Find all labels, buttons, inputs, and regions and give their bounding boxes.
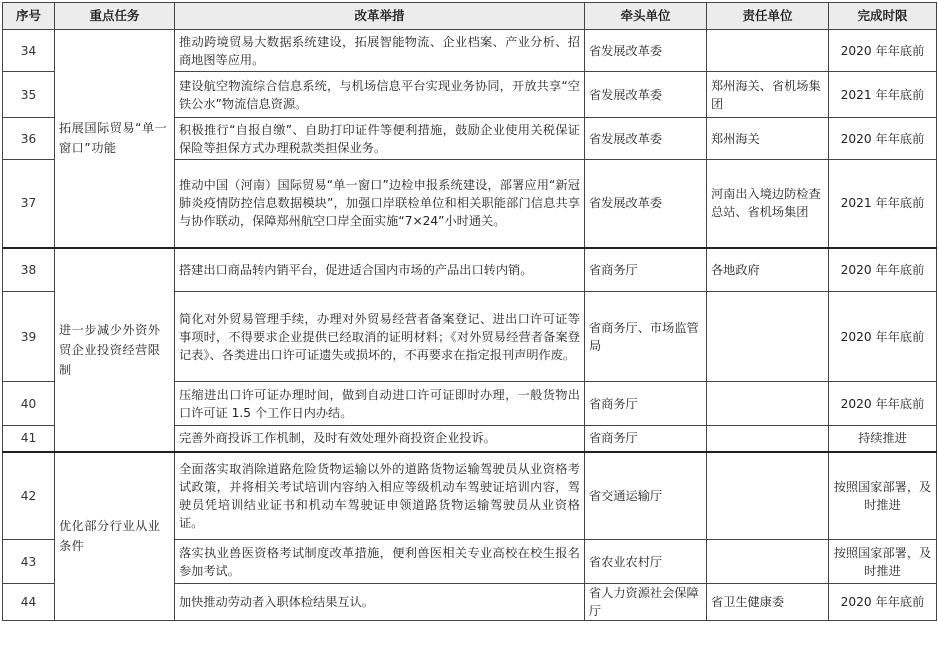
responsible-unit-cell xyxy=(707,540,829,584)
responsible-unit-cell: 各地政府 xyxy=(707,248,829,292)
measure-cell: 完善外商投诉工作机制，及时有效处理外商投资企业投诉。 xyxy=(175,426,585,452)
row-seq: 38 xyxy=(3,248,55,292)
deadline-cell: 2020 年年底前 xyxy=(829,118,937,160)
deadline-cell: 按照国家部署，及时推进 xyxy=(829,540,937,584)
responsible-unit-cell: 郑州海关、省机场集团 xyxy=(707,72,829,118)
lead-unit-cell: 省发展改革委 xyxy=(585,72,707,118)
responsible-unit-cell: 郑州海关 xyxy=(707,118,829,160)
lead-unit-cell: 省商务厅 xyxy=(585,248,707,292)
lead-unit-cell: 省发展改革委 xyxy=(585,160,707,248)
header-measure: 改革举措 xyxy=(175,3,585,30)
lead-unit-cell: 省商务厅、市场监管局 xyxy=(585,292,707,382)
lead-unit-cell: 省发展改革委 xyxy=(585,118,707,160)
row-seq: 41 xyxy=(3,426,55,452)
task-cell: 拓展国际贸易“单一窗口”功能 xyxy=(55,30,175,248)
responsible-unit-cell xyxy=(707,382,829,426)
deadline-cell: 2020 年年底前 xyxy=(829,248,937,292)
deadline-cell: 2020 年年底前 xyxy=(829,584,937,621)
measure-cell: 简化对外贸易管理手续，办理对外贸易经营者备案登记、进出口许可证等事项时，不得要求企业提供已经取消的证明材料；《对外贸易经营者备案登记表》、各类进出口许可证遗失或损坏的，不再要求在指定报刊声明作废。 xyxy=(175,292,585,382)
deadline-cell: 按照国家部署，及时推进 xyxy=(829,452,937,540)
lead-unit-cell: 省人力资源社会保障厅 xyxy=(585,584,707,621)
header-task: 重点任务 xyxy=(55,3,175,30)
responsible-unit-cell xyxy=(707,292,829,382)
row-seq: 39 xyxy=(3,292,55,382)
row-seq: 40 xyxy=(3,382,55,426)
header-seq: 序号 xyxy=(3,3,55,30)
measure-cell: 推动中国（河南）国际贸易“单一窗口”边检申报系统建设，部署应用“新冠肺炎疫情防控信息数据模块”，加强口岸联检单位和相关职能部门信息共享与协作联动，保障郑州航空口岸全面实施“7×24”小时通关。 xyxy=(175,160,585,248)
table-header-row xyxy=(3,3,937,30)
measure-cell: 落实执业兽医资格考试制度改革措施，便利兽医相关专业高校在校生报名参加考试。 xyxy=(175,540,585,584)
header-responsible-unit: 责任单位 xyxy=(707,3,829,30)
responsible-unit-cell: 河南出入境边防检查总站、省机场集团 xyxy=(707,160,829,248)
deadline-cell: 持续推进 xyxy=(829,426,937,452)
deadline-cell: 2020 年年底前 xyxy=(829,292,937,382)
measure-cell: 加快推动劳动者入职体检结果互认。 xyxy=(175,584,585,621)
responsible-unit-cell xyxy=(707,30,829,72)
table-row xyxy=(3,248,937,292)
row-seq: 34 xyxy=(3,30,55,72)
measure-cell: 建设航空物流综合信息系统，与机场信息平台实现业务协同，开放共享“空铁公水”物流信息资源。 xyxy=(175,72,585,118)
reform-measures-table xyxy=(2,2,937,621)
task-cell: 进一步减少外资外贸企业投资经营限制 xyxy=(55,248,175,452)
row-seq: 37 xyxy=(3,160,55,248)
lead-unit-cell: 省农业农村厅 xyxy=(585,540,707,584)
row-seq: 43 xyxy=(3,540,55,584)
measure-cell: 全面落实取消除道路危险货物运输以外的道路货物运输驾驶员从业资格考试政策，并将相关考试培训内容纳入相应等级机动车驾驶证培训内容，驾驶员凭培训结业证书和机动车驾驶证申领道路货物运输驾驶员从业资格证。 xyxy=(175,452,585,540)
table-row xyxy=(3,452,937,540)
responsible-unit-cell: 省卫生健康委 xyxy=(707,584,829,621)
responsible-unit-cell xyxy=(707,426,829,452)
measure-cell: 推动跨境贸易大数据系统建设，拓展智能物流、企业档案、产业分析、招商地图等应用。 xyxy=(175,30,585,72)
deadline-cell: 2021 年年底前 xyxy=(829,160,937,248)
header-lead-unit: 牵头单位 xyxy=(585,3,707,30)
row-seq: 42 xyxy=(3,452,55,540)
measure-cell: 搭建出口商品转内销平台，促进适合国内市场的产品出口转内销。 xyxy=(175,248,585,292)
deadline-cell: 2021 年年底前 xyxy=(829,72,937,118)
row-seq: 36 xyxy=(3,118,55,160)
measure-cell: 压缩进出口许可证办理时间，做到自动进口许可证即时办理，一般货物出口许可证 1.5 个工作日内办结。 xyxy=(175,382,585,426)
row-seq: 35 xyxy=(3,72,55,118)
lead-unit-cell: 省商务厅 xyxy=(585,382,707,426)
responsible-unit-cell xyxy=(707,452,829,540)
lead-unit-cell: 省交通运输厅 xyxy=(585,452,707,540)
measure-cell: 积极推行“自报自缴”、自助打印证件等便利措施，鼓励企业使用关税保证保险等担保方式办理税款类担保业务。 xyxy=(175,118,585,160)
lead-unit-cell: 省发展改革委 xyxy=(585,30,707,72)
row-seq: 44 xyxy=(3,584,55,621)
deadline-cell: 2020 年年底前 xyxy=(829,382,937,426)
header-deadline: 完成时限 xyxy=(829,3,937,30)
table-row xyxy=(3,30,937,72)
deadline-cell: 2020 年年底前 xyxy=(829,30,937,72)
task-cell: 优化部分行业从业条件 xyxy=(55,452,175,621)
lead-unit-cell: 省商务厅 xyxy=(585,426,707,452)
